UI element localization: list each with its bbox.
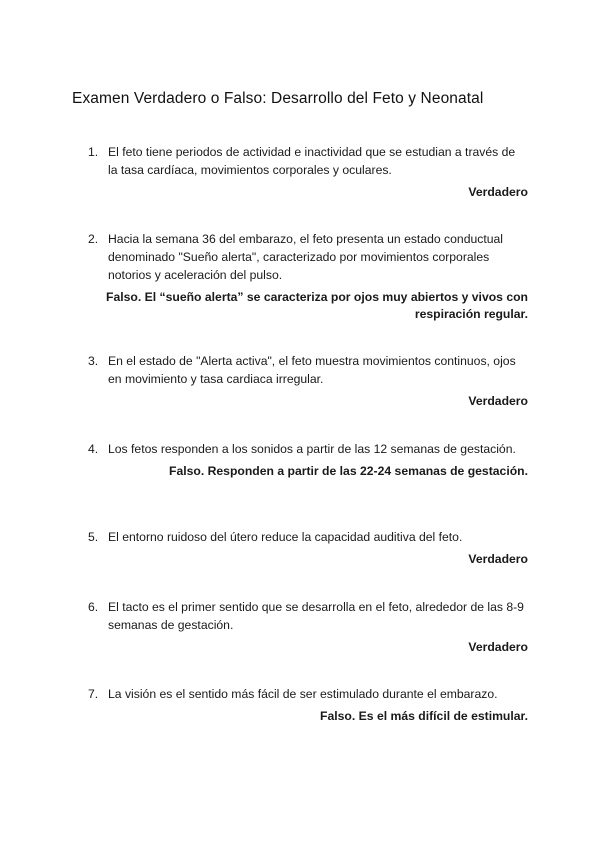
question-text: Hacia la semana 36 del embarazo, el feto presenta un estado conductual denominado "Sueño alerta", caracterizado por movimientos corporales notorios y aceleración del pulso. xyxy=(108,232,503,282)
question-answer: Falso. Responden a partir de las 22-24 semanas de gestación. xyxy=(169,464,528,478)
question-number: 7. xyxy=(88,687,99,701)
question-number: 4. xyxy=(88,442,99,456)
question-number: 6. xyxy=(88,600,99,614)
page-title: Examen Verdadero o Falso: Desarrollo del Feto y Neonatal xyxy=(72,90,484,107)
question-text: La visión es el sentido más fácil de ser estimulado durante el embarazo. xyxy=(108,687,498,701)
question-answer: Verdadero xyxy=(468,394,528,408)
question-text: El entorno ruidoso del útero reduce la capacidad auditiva del feto. xyxy=(108,530,463,544)
question-text: El feto tiene periodos de actividad e inactividad que se estudian a través de la tasa cardíaca, movimientos corporales y oculares. xyxy=(108,145,516,177)
question-answer: Verdadero xyxy=(468,552,528,566)
question-answer: Verdadero xyxy=(468,185,528,199)
question-item xyxy=(88,143,528,201)
question-item xyxy=(88,685,528,725)
question-item xyxy=(88,352,528,410)
question-item xyxy=(88,598,528,656)
question-number: 2. xyxy=(88,232,99,246)
question-text: Los fetos responden a los sonidos a partir de las 12 semanas de gestación. xyxy=(108,442,516,456)
question-text: El tacto es el primer sentido que se desarrolla en el feto, alrededor de las 8-9 semanas de gestación. xyxy=(108,600,524,632)
question-answer: Falso. Es el más difícil de estimular. xyxy=(320,709,528,723)
question-answer: Verdadero xyxy=(468,640,528,654)
question-text: En el estado de "Alerta activa", el feto muestra movimientos continuos, ojos en movimiento y tasa cardiaca irregular. xyxy=(108,354,516,386)
question-answer: Falso. El “sueño alerta” se caracteriza por ojos muy abiertos y vivos con respiración regular. xyxy=(106,290,528,321)
question-number: 5. xyxy=(88,530,99,544)
question-number: 3. xyxy=(88,354,99,368)
question-item xyxy=(88,440,528,480)
question-item xyxy=(88,230,528,323)
question-item xyxy=(88,528,528,568)
question-number: 1. xyxy=(88,145,99,159)
